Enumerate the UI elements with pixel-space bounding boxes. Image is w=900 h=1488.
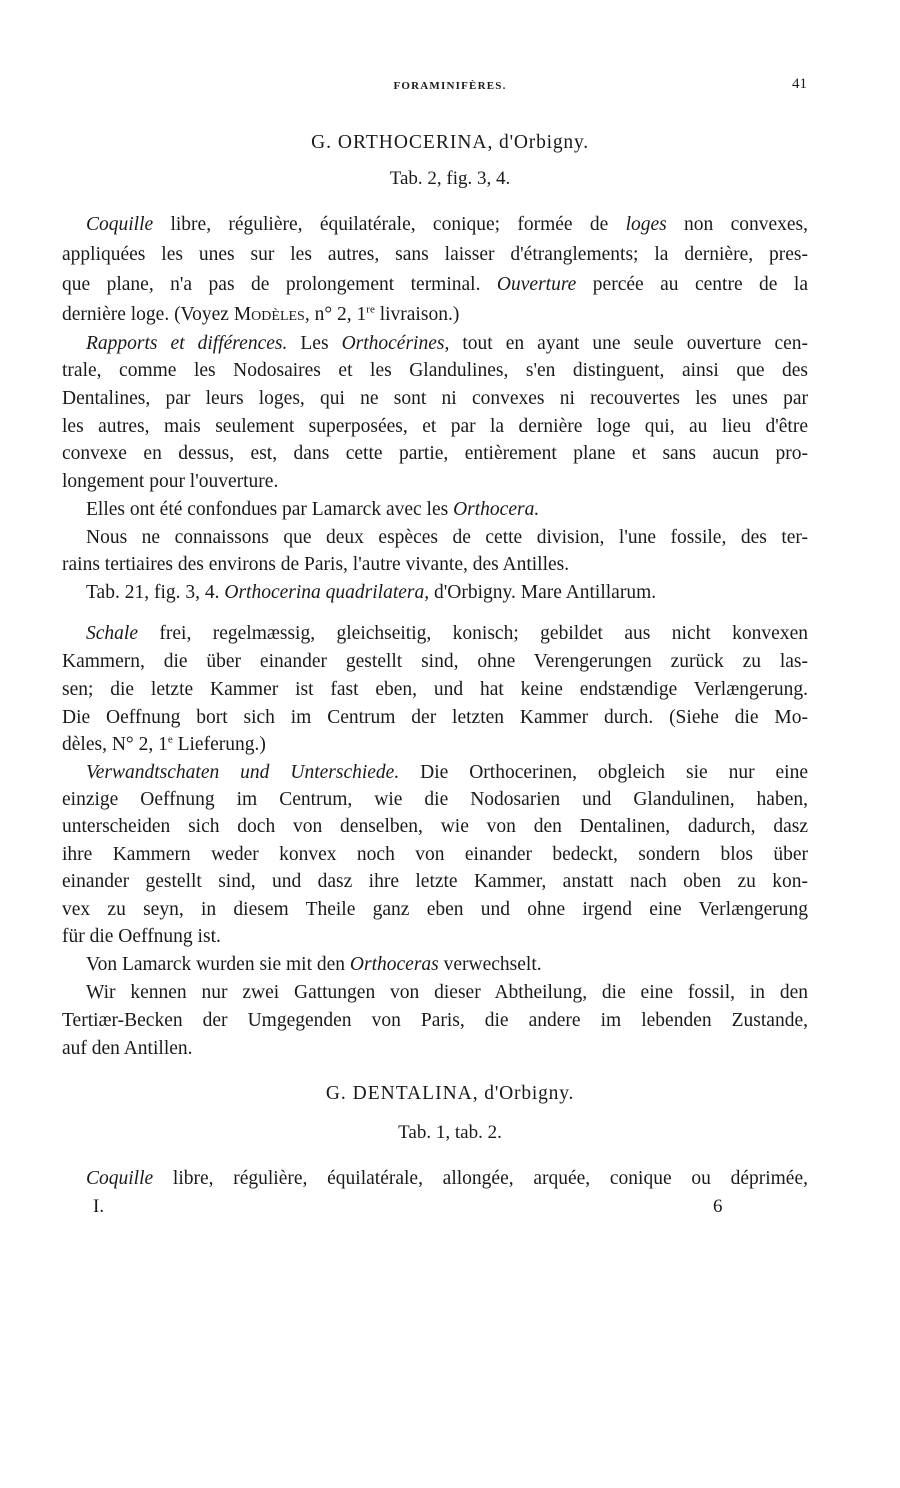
text-line: ihre Kammern weder konvex noch von einander bedeckt, sondern blos über <box>62 844 808 865</box>
page-number: 41 <box>792 76 807 92</box>
italic-term: loges <box>625 214 667 235</box>
sheet-number: 6 <box>713 1196 723 1217</box>
text-line <box>86 760 808 786</box>
text-line <box>86 621 808 647</box>
plate-reference: Tab. 2, fig. 3, 4. <box>389 168 511 189</box>
text-run: frei, regelmæssig, gleichseitig, konisch; gebildet aus nicht konvexen <box>137 623 808 644</box>
text-line: Dentalines, par leurs loges, qui ne sont ni convexes ni recouvertes les unes par <box>62 388 808 409</box>
italic-term: Verwandtschaten und Unterschiede. <box>86 762 400 783</box>
text-run: livraison.) <box>374 304 460 325</box>
text-run: libre, régulière, équilatérale, conique; formée de <box>153 214 626 235</box>
text-line <box>86 212 808 238</box>
text-run: verwechselt. <box>438 954 542 975</box>
genus-heading-dentalina <box>0 1083 900 1105</box>
italic-term: Coquille <box>86 214 154 235</box>
text-run: Elles ont été confondues par Lamarck avec les <box>86 499 454 520</box>
text-line: einzige Oeffnung im Centrum, wie die Nodosarien und Glandulinen, haben, <box>62 789 808 810</box>
italic-term: Rapports et différences. <box>86 333 288 354</box>
genus-name: G. DENTALINA, <box>325 1083 479 1104</box>
text-line: vex zu seyn, in diesem Theile ganz eben und ohne irgend eine Verlængerung <box>62 899 808 920</box>
text-line: unterscheiden sich doch von denselben, wie von den Dentalinen, dadurch, dasz <box>62 816 808 837</box>
text-line: rains tertiaires des environs de Paris, l'autre vivante, des Antilles. <box>62 554 570 575</box>
genus-name: G. ORTHOCERINA, <box>311 132 494 153</box>
text-line: les autres, mais seulement superposées, et par la dernière loge qui, au lieu d'être <box>62 416 808 437</box>
text-run: Lieferung.) <box>172 734 266 755</box>
italic-term: Ouverture <box>496 274 577 295</box>
text-run: Les <box>287 333 342 354</box>
italic-term: Orthocerina quadrilatera, <box>224 582 430 603</box>
running-title: FORAMINIFÈRES. <box>393 80 507 92</box>
smallcaps-term: Modèles <box>233 304 305 325</box>
text-line: Nous ne connaissons que deux espèces de cette division, l'une fossile, des ter- <box>86 527 808 548</box>
text-line: Tertiær-Becken der Umgegenden von Paris, die andere im lebenden Zustande, <box>62 1010 808 1031</box>
text-run: percée au centre de la <box>576 274 808 295</box>
italic-term: Orthocera. <box>453 499 540 520</box>
text-line: longement pour l'ouverture. <box>62 471 279 492</box>
italic-term: Coquille <box>86 1168 154 1189</box>
text-line <box>86 952 808 978</box>
text-run: non convexes, <box>666 214 808 235</box>
text-line <box>86 580 808 606</box>
text-run: , tout en ayant une seule ouverture cen- <box>444 333 809 354</box>
text-line <box>62 732 808 758</box>
text-line: Kammern, die über einander gestellt sind, ohne Verengerungen zurück zu las- <box>62 651 808 672</box>
text-run: libre, régulière, équilatérale, allongée, arquée, conique ou déprimée, <box>153 1168 808 1189</box>
superscript: e <box>167 733 173 746</box>
text-run: dernière loge. (Voyez <box>62 304 234 325</box>
italic-term: Orthocérines <box>341 333 445 354</box>
text-run: , n° 2, 1 <box>304 304 367 325</box>
genus-heading-orthocerina <box>0 132 900 154</box>
text-line: auf den Antillen. <box>62 1038 193 1059</box>
signature-mark: I. <box>93 1196 105 1217</box>
text-line: Die Oeffnung bort sich im Centrum der letzten Kammer durch. (Siehe die Mo- <box>62 707 808 728</box>
text-line: einander gestellt sind, und dasz ihre letzte Kammer, anstatt nach oben zu kon- <box>62 871 808 892</box>
text-line <box>86 331 808 357</box>
superscript: re <box>366 303 375 316</box>
text-run: que plane, n'a pas de prolongement terminal. <box>62 274 497 295</box>
text-line <box>62 272 808 298</box>
text-line: appliquées les unes sur les autres, sans laisser d'étranglements; la dernière, pres- <box>62 244 808 265</box>
text-run: d'Orbigny. Mare Antillarum. <box>429 582 657 603</box>
text-run: dèles, N° 2, 1 <box>62 734 168 755</box>
text-run: Von Lamarck wurden sie mit den <box>86 954 350 975</box>
text-line: sen; die letzte Kammer ist fast eben, und hat keine endstændige Verlængerung. <box>62 679 808 700</box>
text-line <box>62 302 808 328</box>
plate-reference: Tab. 1, tab. 2. <box>398 1122 502 1143</box>
text-run: Tab. 21, fig. 3, 4. <box>86 582 225 603</box>
text-line <box>86 1166 808 1192</box>
genus-author: d'Orbigny. <box>478 1083 575 1104</box>
italic-term: Schale <box>86 623 138 644</box>
text-line: trale, comme les Nodosaires et les Glandulines, s'en distinguent, ainsi que des <box>62 360 808 381</box>
text-line <box>86 497 808 523</box>
text-run: Die Orthocerinen, obgleich sie nur eine <box>399 762 808 783</box>
italic-term: Orthoceras <box>349 954 439 975</box>
text-line: Wir kennen nur zwei Gattungen von dieser Abtheilung, die eine fossil, in den <box>86 982 808 1003</box>
genus-author: d'Orbigny. <box>493 132 589 153</box>
text-line: convexe en dessus, est, dans cette partie, entièrement plane et sans aucun pro- <box>62 443 808 464</box>
text-line: für die Oeffnung ist. <box>62 926 221 947</box>
